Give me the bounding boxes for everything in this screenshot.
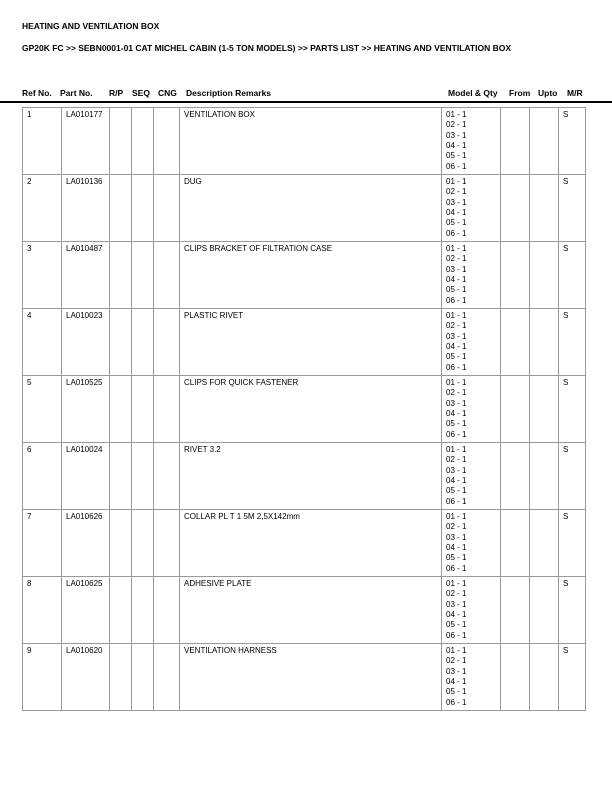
rp-cell (110, 309, 132, 376)
model-qty-cell (442, 577, 501, 644)
header-description: Description Remarks (186, 88, 272, 98)
cng-cell (154, 376, 180, 443)
table-row (23, 443, 586, 510)
cng-cell (154, 510, 180, 577)
seq-cell (132, 309, 154, 376)
model-qty-entry: 03 - 1 (446, 264, 467, 274)
table-header (22, 88, 585, 100)
model-qty-entry: 02 - 1 (446, 522, 467, 532)
cng-cell (154, 644, 180, 711)
header-upto: Upto (538, 88, 558, 98)
mr-cell: S (559, 577, 586, 644)
ref-no-cell: 2 (23, 175, 62, 242)
model-qty-cell (442, 242, 501, 309)
mr-cell: S (559, 644, 586, 711)
part-no-cell: LA010023 (62, 309, 110, 376)
ref-no-cell: 1 (23, 108, 62, 175)
header-divider (0, 101, 612, 103)
model-qty-entry: 03 - 1 (446, 398, 467, 408)
cng-cell (154, 577, 180, 644)
part-no-cell: LA010136 (62, 175, 110, 242)
model-qty-entry: 04 - 1 (446, 141, 467, 151)
seq-cell (132, 108, 154, 175)
model-qty-entry: 04 - 1 (446, 677, 467, 687)
rp-cell (110, 376, 132, 443)
model-qty-entry: 06 - 1 (446, 429, 467, 439)
table-row (23, 242, 586, 309)
header-from: From (509, 88, 531, 98)
header-mr: M/R (567, 88, 583, 98)
header-rp: R/P (109, 88, 124, 98)
model-qty-cell (442, 510, 501, 577)
header-cng: CNG (158, 88, 177, 98)
model-qty-entry: 05 - 1 (446, 218, 467, 228)
model-qty-entry: 01 - 1 (446, 378, 467, 387)
part-no-cell: LA010626 (62, 510, 110, 577)
model-qty-cell (442, 108, 501, 175)
part-no-cell: LA010024 (62, 443, 110, 510)
ref-no-cell: 7 (23, 510, 62, 577)
part-no-cell: LA010620 (62, 644, 110, 711)
model-qty-entry: 06 - 1 (446, 228, 467, 238)
seq-cell (132, 577, 154, 644)
model-qty-entry: 02 - 1 (446, 120, 467, 130)
cng-cell (154, 108, 180, 175)
model-qty-entry: 01 - 1 (446, 311, 467, 320)
model-qty-entry: 01 - 1 (446, 646, 467, 655)
from-cell (501, 175, 530, 242)
ref-no-cell: 5 (23, 376, 62, 443)
from-cell (501, 376, 530, 443)
model-qty-entry: 02 - 1 (446, 254, 467, 264)
rp-cell (110, 577, 132, 644)
model-qty-entry: 06 - 1 (446, 362, 467, 372)
model-qty-entry: 01 - 1 (446, 445, 467, 454)
description-cell: DUG (180, 175, 442, 242)
model-qty-entry: 05 - 1 (446, 553, 467, 563)
mr-cell: S (559, 242, 586, 309)
seq-cell (132, 242, 154, 309)
part-no-cell: LA010487 (62, 242, 110, 309)
table-row (23, 175, 586, 242)
ref-no-cell: 8 (23, 577, 62, 644)
rp-cell (110, 644, 132, 711)
model-qty-entry: 02 - 1 (446, 455, 467, 465)
parts-table (22, 107, 586, 711)
model-qty-cell (442, 644, 501, 711)
description-cell: PLASTIC RIVET (180, 309, 442, 376)
from-cell (501, 510, 530, 577)
model-qty-entry: 02 - 1 (446, 388, 467, 398)
header-seq: SEQ (132, 88, 150, 98)
model-qty-cell (442, 376, 501, 443)
upto-cell (530, 242, 559, 309)
part-no-cell: LA010177 (62, 108, 110, 175)
model-qty-entry: 01 - 1 (446, 244, 467, 253)
description-cell: CLIPS BRACKET OF FILTRATION CASE (180, 242, 442, 309)
description-cell: VENTILATION HARNESS (180, 644, 442, 711)
model-qty-entry: 03 - 1 (446, 599, 467, 609)
model-qty-entry: 03 - 1 (446, 331, 467, 341)
model-qty-entry: 05 - 1 (446, 419, 467, 429)
model-qty-cell (442, 175, 501, 242)
seq-cell (132, 443, 154, 510)
header-part-no: Part No. (60, 88, 93, 98)
upto-cell (530, 644, 559, 711)
table-row (23, 577, 586, 644)
model-qty-entry: 03 - 1 (446, 465, 467, 475)
ref-no-cell: 3 (23, 242, 62, 309)
description-cell: COLLAR PL T 1 5M 2,5X142mm (180, 510, 442, 577)
table-row (23, 510, 586, 577)
from-cell (501, 108, 530, 175)
seq-cell (132, 175, 154, 242)
model-qty-cell (442, 309, 501, 376)
model-qty-entry: 06 - 1 (446, 295, 467, 305)
from-cell (501, 309, 530, 376)
model-qty-entry: 02 - 1 (446, 589, 467, 599)
model-qty-entry: 06 - 1 (446, 630, 467, 640)
header-model-qty: Model & Qty (448, 88, 498, 98)
rp-cell (110, 108, 132, 175)
model-qty-entry: 05 - 1 (446, 620, 467, 630)
rp-cell (110, 175, 132, 242)
model-qty-entry: 04 - 1 (446, 543, 467, 553)
model-qty-entry: 03 - 1 (446, 666, 467, 676)
mr-cell: S (559, 108, 586, 175)
from-cell (501, 242, 530, 309)
model-qty-entry: 02 - 1 (446, 321, 467, 331)
model-qty-entry: 06 - 1 (446, 496, 467, 506)
part-no-cell: LA010525 (62, 376, 110, 443)
model-qty-entry: 04 - 1 (446, 476, 467, 486)
upto-cell (530, 443, 559, 510)
model-qty-entry: 03 - 1 (446, 130, 467, 140)
model-qty-entry: 02 - 1 (446, 656, 467, 666)
model-qty-cell (442, 443, 501, 510)
from-cell (501, 577, 530, 644)
upto-cell (530, 175, 559, 242)
seq-cell (132, 644, 154, 711)
table-row (23, 376, 586, 443)
mr-cell: S (559, 443, 586, 510)
seq-cell (132, 510, 154, 577)
upto-cell (530, 309, 559, 376)
cng-cell (154, 242, 180, 309)
rp-cell (110, 242, 132, 309)
cng-cell (154, 309, 180, 376)
description-cell: CLIPS FOR QUICK FASTENER (180, 376, 442, 443)
upto-cell (530, 577, 559, 644)
model-qty-entry: 04 - 1 (446, 342, 467, 352)
ref-no-cell: 9 (23, 644, 62, 711)
model-qty-entry: 05 - 1 (446, 352, 467, 362)
from-cell (501, 644, 530, 711)
upto-cell (530, 376, 559, 443)
model-qty-entry: 01 - 1 (446, 110, 467, 119)
from-cell (501, 443, 530, 510)
rp-cell (110, 443, 132, 510)
header-ref-no: Ref No. (22, 88, 52, 98)
page-title: HEATING AND VENTILATION BOX (22, 21, 160, 31)
mr-cell: S (559, 175, 586, 242)
description-cell: ADHESIVE PLATE (180, 577, 442, 644)
model-qty-entry: 03 - 1 (446, 197, 467, 207)
model-qty-entry: 01 - 1 (446, 579, 467, 588)
description-cell: VENTILATION BOX (180, 108, 442, 175)
table-row (23, 644, 586, 711)
mr-cell: S (559, 376, 586, 443)
ref-no-cell: 6 (23, 443, 62, 510)
model-qty-entry: 05 - 1 (446, 486, 467, 496)
model-qty-entry: 01 - 1 (446, 177, 467, 186)
seq-cell (132, 376, 154, 443)
model-qty-entry: 06 - 1 (446, 563, 467, 573)
model-qty-entry: 05 - 1 (446, 151, 467, 161)
rp-cell (110, 510, 132, 577)
table-row (23, 309, 586, 376)
cng-cell (154, 443, 180, 510)
mr-cell: S (559, 510, 586, 577)
mr-cell: S (559, 309, 586, 376)
model-qty-entry: 04 - 1 (446, 610, 467, 620)
model-qty-entry: 02 - 1 (446, 187, 467, 197)
model-qty-entry: 01 - 1 (446, 512, 467, 521)
model-qty-entry: 04 - 1 (446, 208, 467, 218)
model-qty-entry: 05 - 1 (446, 285, 467, 295)
breadcrumb: GP20K FC >> SEBN0001-01 CAT MICHEL CABIN (1-5 TON MODELS) >> PARTS LIST >> HEATING AND VENTILATION BOX (22, 43, 511, 53)
upto-cell (530, 510, 559, 577)
model-qty-entry: 05 - 1 (446, 687, 467, 697)
description-cell: RIVET 3.2 (180, 443, 442, 510)
upto-cell (530, 108, 559, 175)
cng-cell (154, 175, 180, 242)
table-row (23, 108, 586, 175)
model-qty-entry: 04 - 1 (446, 275, 467, 285)
part-no-cell: LA010625 (62, 577, 110, 644)
model-qty-entry: 03 - 1 (446, 532, 467, 542)
ref-no-cell: 4 (23, 309, 62, 376)
model-qty-entry: 06 - 1 (446, 697, 467, 707)
model-qty-entry: 04 - 1 (446, 409, 467, 419)
model-qty-entry: 06 - 1 (446, 161, 467, 171)
